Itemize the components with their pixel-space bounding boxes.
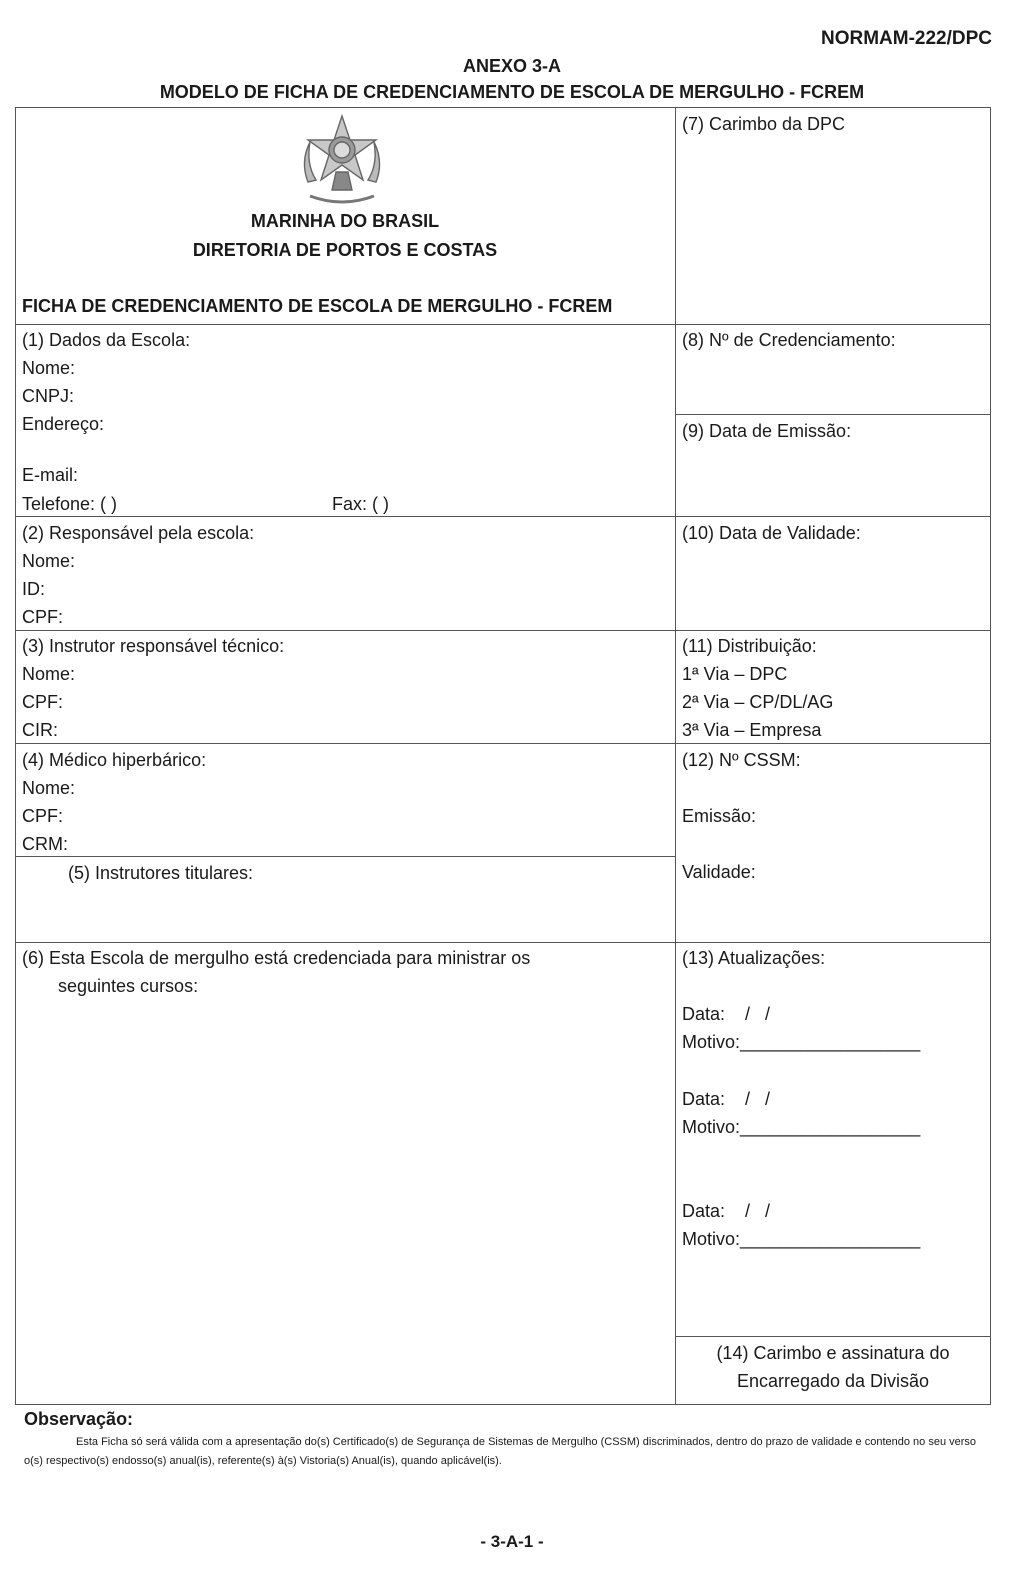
s12-title: (12) Nº CSSM: [682, 750, 801, 770]
s1-endereco: Endereço: [22, 414, 105, 434]
s10-title: (10) Data de Validade: [682, 523, 861, 543]
divider-s8 [675, 414, 991, 415]
s2-nome: Nome: [22, 551, 76, 571]
divider-s2 [15, 630, 991, 631]
observation-title: Observação: [24, 1409, 134, 1429]
s4-nome: Nome: [22, 778, 76, 798]
org-directorate: DIRETORIA DE PORTOS E COSTAS [192, 240, 498, 260]
s9-title: (9) Data de Emissão: [682, 421, 852, 441]
s1-title: (1) Dados da Escola: [22, 330, 191, 350]
s8-title: (8) Nº de Credenciamento: [682, 330, 896, 350]
s12-validade: Validade: [682, 862, 756, 882]
observation-text: Esta Ficha só será válida com a apresentação do(s) Certificado(s) de Segurança de Sistemas de Mergulho (CSSM) discriminados, dentro do prazo de validade e contendo no seu verso o(s) respectivo(s) endosso(s) anual(is), referente(s) à(s) Vistoria(s) Anual(is), quando aplicável(is). [24, 1436, 977, 1467]
s12-emissao: Emissão: [682, 806, 757, 826]
s4-title: (4) Médico hiperbárico: [22, 750, 207, 770]
s14-line1: (14) Carimbo e assinatura do [716, 1343, 950, 1363]
divider-header [15, 324, 991, 325]
model-title: MODELO DE FICHA DE CREDENCIAMENTO DE ESCOLA DE MERGULHO - FCREM [159, 82, 865, 102]
s6-line1: (6) Esta Escola de mergulho está credenciada para ministrar os [22, 948, 531, 968]
divider-s13 [675, 1336, 991, 1337]
column-divider [675, 107, 676, 1405]
s3-cpf: CPF: [22, 692, 64, 712]
s2-cpf: CPF: [22, 607, 64, 627]
s1-cnpj: CNPJ: [22, 386, 75, 406]
s11-title: (11) Distribuição: [682, 636, 817, 656]
s13-date-3: Data: / / [682, 1201, 771, 1221]
s11-via3: 3ª Via – Empresa [682, 720, 822, 740]
s2-title: (2) Responsável pela escola: [22, 523, 255, 543]
s13-date-2: Data: / / [682, 1089, 771, 1109]
page-number: - 3-A-1 - [480, 1532, 544, 1551]
s13-motivo-3: Motivo:__________________ [682, 1229, 921, 1249]
s1-email: E-mail: [22, 465, 79, 485]
s11-via2: 2ª Via – CP/DL/AG [682, 692, 834, 712]
divider-s4 [15, 856, 675, 857]
document-code: NORMAM-222/DPC [820, 28, 992, 49]
divider-s3 [15, 743, 991, 744]
s3-cir: CIR: [22, 720, 58, 740]
s6-line2: seguintes cursos: [58, 976, 199, 996]
brazil-coat-of-arms-icon [290, 112, 394, 208]
form-title: FICHA DE CREDENCIAMENTO DE ESCOLA DE MERGULHO - FCREM [22, 296, 613, 316]
s3-nome: Nome: [22, 664, 76, 684]
s5-title: (5) Instrutores titulares: [68, 863, 254, 883]
s11-via1: 1ª Via – DPC [682, 664, 788, 684]
s13-title: (13) Atualizações: [682, 948, 826, 968]
annex-title: ANEXO 3-A [462, 56, 561, 76]
divider-s5 [15, 942, 991, 943]
s14-line2: Encarregado da Divisão [736, 1371, 930, 1391]
s13-motivo-2: Motivo:__________________ [682, 1117, 921, 1137]
s7-title: (7) Carimbo da DPC [682, 114, 846, 134]
s1-fax: Fax: ( ) [332, 494, 389, 514]
s3-title: (3) Instrutor responsável técnico: [22, 636, 285, 656]
s1-nome: Nome: [22, 358, 76, 378]
s4-crm: CRM: [22, 834, 68, 854]
s2-id: ID: [22, 579, 46, 599]
s4-cpf: CPF: [22, 806, 64, 826]
s13-motivo-1: Motivo:__________________ [682, 1032, 921, 1052]
s1-telefone: Telefone: ( ) [22, 494, 118, 514]
org-name: MARINHA DO BRASIL [250, 211, 440, 231]
divider-s1 [15, 516, 991, 517]
s13-date-1: Data: / / [682, 1004, 771, 1024]
